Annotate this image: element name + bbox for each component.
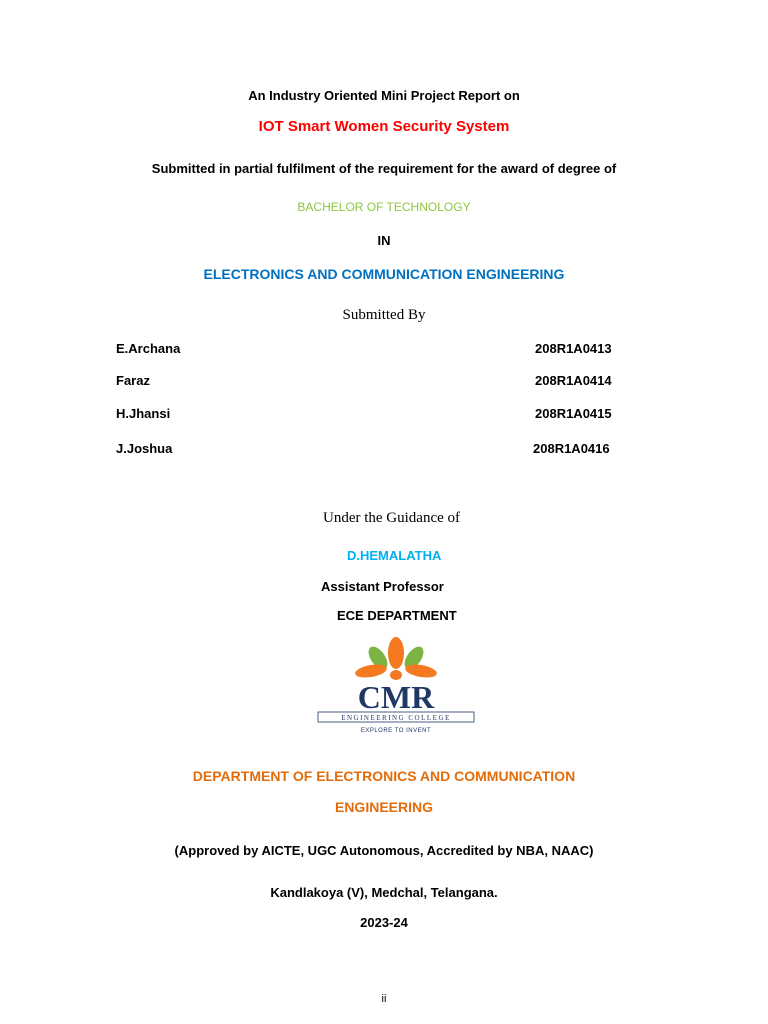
submission-statement: Submitted in partial fulfilment of the requirement for the award of degree of <box>151 161 617 176</box>
student-roll: 208R1A0413 <box>535 341 612 356</box>
guide-name: D.HEMALATHA <box>347 548 442 563</box>
branch-name: ELECTRONICS AND COMMUNICATION ENGINEERING <box>203 266 565 282</box>
submitted-by-heading: Submitted By <box>342 307 426 323</box>
department-title-line2: ENGINEERING <box>334 799 433 815</box>
student-roll: 208R1A0416 <box>533 441 610 456</box>
logo-tagline: EXPLORE TO INVENT <box>360 728 432 734</box>
in-label: IN <box>377 233 391 248</box>
student-name: J.Joshua <box>116 441 173 456</box>
page-number: ii <box>381 993 387 1005</box>
department-title-line1: DEPARTMENT OF ELECTRONICS AND COMMUNICATION <box>192 768 576 784</box>
project-title: IOT Smart Women Security System <box>258 118 510 135</box>
student-roll: 208R1A0415 <box>535 406 612 421</box>
guide-designation: Assistant Professor <box>321 579 444 594</box>
student-name: E.Archana <box>116 341 181 356</box>
logo-subtitle: ENGINEERING COLLEGE <box>341 714 451 722</box>
flower-emblem <box>354 637 438 680</box>
academic-year: 2023-24 <box>360 915 408 930</box>
college-logo <box>316 636 476 736</box>
guidance-heading: Under the Guidance of <box>323 510 461 526</box>
college-address: Kandlakoya (V), Medchal, Telangana. <box>270 885 498 900</box>
guide-department: ECE DEPARTMENT <box>337 608 457 623</box>
logo-wordmark: CMR <box>357 679 435 715</box>
degree-name: BACHELOR OF TECHNOLOGY <box>297 200 471 214</box>
student-name: H.Jhansi <box>116 406 171 421</box>
student-name: Faraz <box>116 373 150 388</box>
report-intro: An Industry Oriented Mini Project Report on <box>248 88 520 103</box>
approval-statement: (Approved by AICTE, UGC Autonomous, Accredited by NBA, NAAC) <box>174 843 594 858</box>
student-roll: 208R1A0414 <box>535 373 612 388</box>
